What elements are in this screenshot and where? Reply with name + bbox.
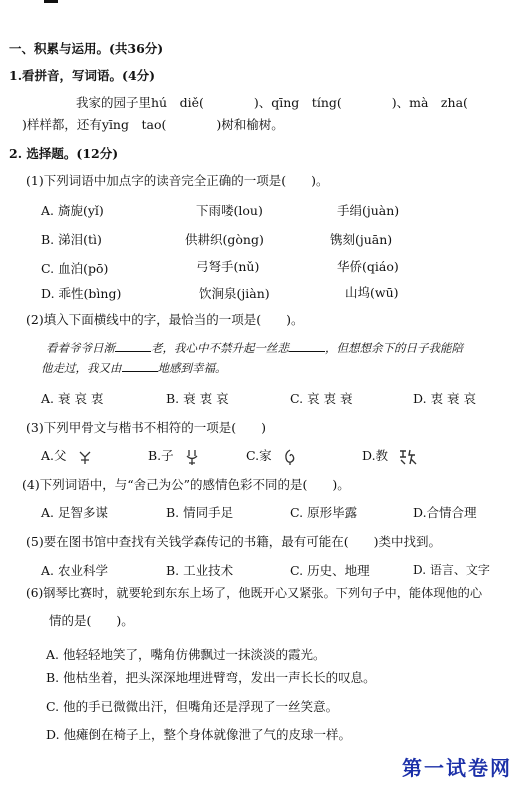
sub2-passage-text: 看着爷爷日渐 xyxy=(46,341,115,355)
sub2-stem: (2)填入下面横线中的字，最恰当的一项是( )。 xyxy=(26,312,304,327)
sub5-option-b: B. 工业技术 xyxy=(166,563,234,578)
blank-3 xyxy=(122,371,158,372)
sub4-stem: (4)下列词语中，与“舍己为公”的感情色彩不同的是( )。 xyxy=(22,477,350,492)
sub1-option-a-3: 手绢(juàn) xyxy=(337,203,400,218)
sub6-stem-line-2: 情的是( )。 xyxy=(49,613,134,628)
page-edge-mark xyxy=(44,0,58,3)
sub2-option-d: D. 衷 衰 哀 xyxy=(413,391,476,406)
sub4-option-a: A. 足智多谋 xyxy=(41,505,108,520)
sub5-option-a: A. 农业科学 xyxy=(41,563,108,578)
sub2-option-b: B. 衰 衷 哀 xyxy=(166,391,229,406)
sub6-option-c: C. 他的手已微微出汗，但嘴角还是浮现了一丝笑意。 xyxy=(46,699,339,714)
sub1-option-b-2: 供耕织(gòng) xyxy=(185,232,264,247)
section-title: 一、积累与运用。(共36分) xyxy=(9,41,164,56)
sub5-stem: (5)要在图书馆中查找有关钱学森传记的书籍，最有可能在( )类中找到。 xyxy=(26,534,441,549)
sub3-option-d-label: D.教 xyxy=(362,448,389,463)
sub2-passage-line-2 xyxy=(41,360,227,376)
sub1-option-b-3: 镌刻(juān) xyxy=(330,232,393,247)
sub6-option-b: B. 他枯坐着，把头深深地埋进臂弯，发出一声长长的叹息。 xyxy=(46,670,376,685)
sub1-option-d-1: D. 乖性(bìng) xyxy=(41,286,122,301)
sub3-option-d xyxy=(362,446,418,466)
sub6-stem-line-1: (6)钢琴比赛时，就要轮到东东上场了，他既开心又紧张。下列句子中，能体现他的心 xyxy=(26,586,483,600)
sub1-option-b-1: B. 涕泪(tì) xyxy=(41,232,102,247)
sub2-passage-line-1 xyxy=(46,340,463,356)
question-1-line-2: )样样都，还有yīng tao( )树和榆树。 xyxy=(22,117,284,132)
sub3-option-a-label: A.父 xyxy=(41,448,67,463)
sub1-option-d-2: 饮涧泉(jiàn) xyxy=(199,286,270,301)
sub1-option-c-3: 华侨(qiáo) xyxy=(337,259,399,274)
sub3-option-c-label: C.家 xyxy=(246,448,272,463)
blank-1 xyxy=(115,351,151,352)
oracle-bone-glyph-icon xyxy=(398,448,418,466)
oracle-bone-glyph-icon xyxy=(77,448,93,466)
sub2-option-a: A. 衰 哀 衷 xyxy=(41,391,104,406)
blank-2 xyxy=(289,351,325,352)
sub2-option-c: C. 哀 衷 衰 xyxy=(290,391,353,406)
sub3-option-a xyxy=(41,446,93,466)
sub3-option-b-label: B.子 xyxy=(148,448,174,463)
sub4-option-d: D.合情合理 xyxy=(413,505,477,520)
sub3-stem: (3)下列甲骨文与楷书不相符的一项是( ) xyxy=(26,420,266,435)
question-2-title: 2. 选择题。(12分) xyxy=(9,146,119,161)
sub1-stem: (1)下列词语中加点字的读音完全正确的一项是( )。 xyxy=(26,173,329,188)
sub6-option-a: A. 他轻轻地笑了，嘴角仿佛飘过一抹淡淡的霞光。 xyxy=(46,647,326,662)
sub3-option-c xyxy=(246,446,298,466)
watermark-logo: 第一试卷网 xyxy=(402,756,512,780)
sub4-option-b: B. 情同手足 xyxy=(166,505,234,520)
question-1-line-1: 我家的园子里hú diě( )、qīng tíng( )、mà zha( xyxy=(76,95,468,110)
sub1-option-d-3: 山坞(wū) xyxy=(345,285,399,300)
question-1-title: 1.看拼音，写词语。(4分) xyxy=(9,68,156,83)
sub4-option-c: C. 原形毕露 xyxy=(290,505,358,520)
oracle-bone-glyph-icon xyxy=(282,448,298,466)
sub2-passage-text: 老，我心中不禁升起一丝悲 xyxy=(151,341,289,355)
sub1-option-a-2: 下雨喽(lou) xyxy=(196,203,263,218)
sub1-option-c-1: C. 血泊(pō) xyxy=(41,261,109,276)
sub1-option-a-1: A. 旖旎(yǐ) xyxy=(41,203,104,218)
sub6-option-d: D. 他瘫倒在椅子上，整个身体就像泄了气的皮球一样。 xyxy=(46,727,352,742)
sub5-option-c: C. 历史、地理 xyxy=(290,563,370,578)
oracle-bone-glyph-icon xyxy=(184,448,200,466)
sub1-option-c-2: 弓弩手(nǔ) xyxy=(196,259,260,274)
sub3-option-b xyxy=(148,446,200,466)
sub2-passage-text: ，但想想余下的日子我能陪 xyxy=(325,341,463,355)
sub2-passage-text: 地感到幸福。 xyxy=(157,361,227,375)
sub2-passage-text: 他走过，我又由 xyxy=(41,361,122,375)
sub5-option-d: D. 语言、文字 xyxy=(413,563,490,577)
